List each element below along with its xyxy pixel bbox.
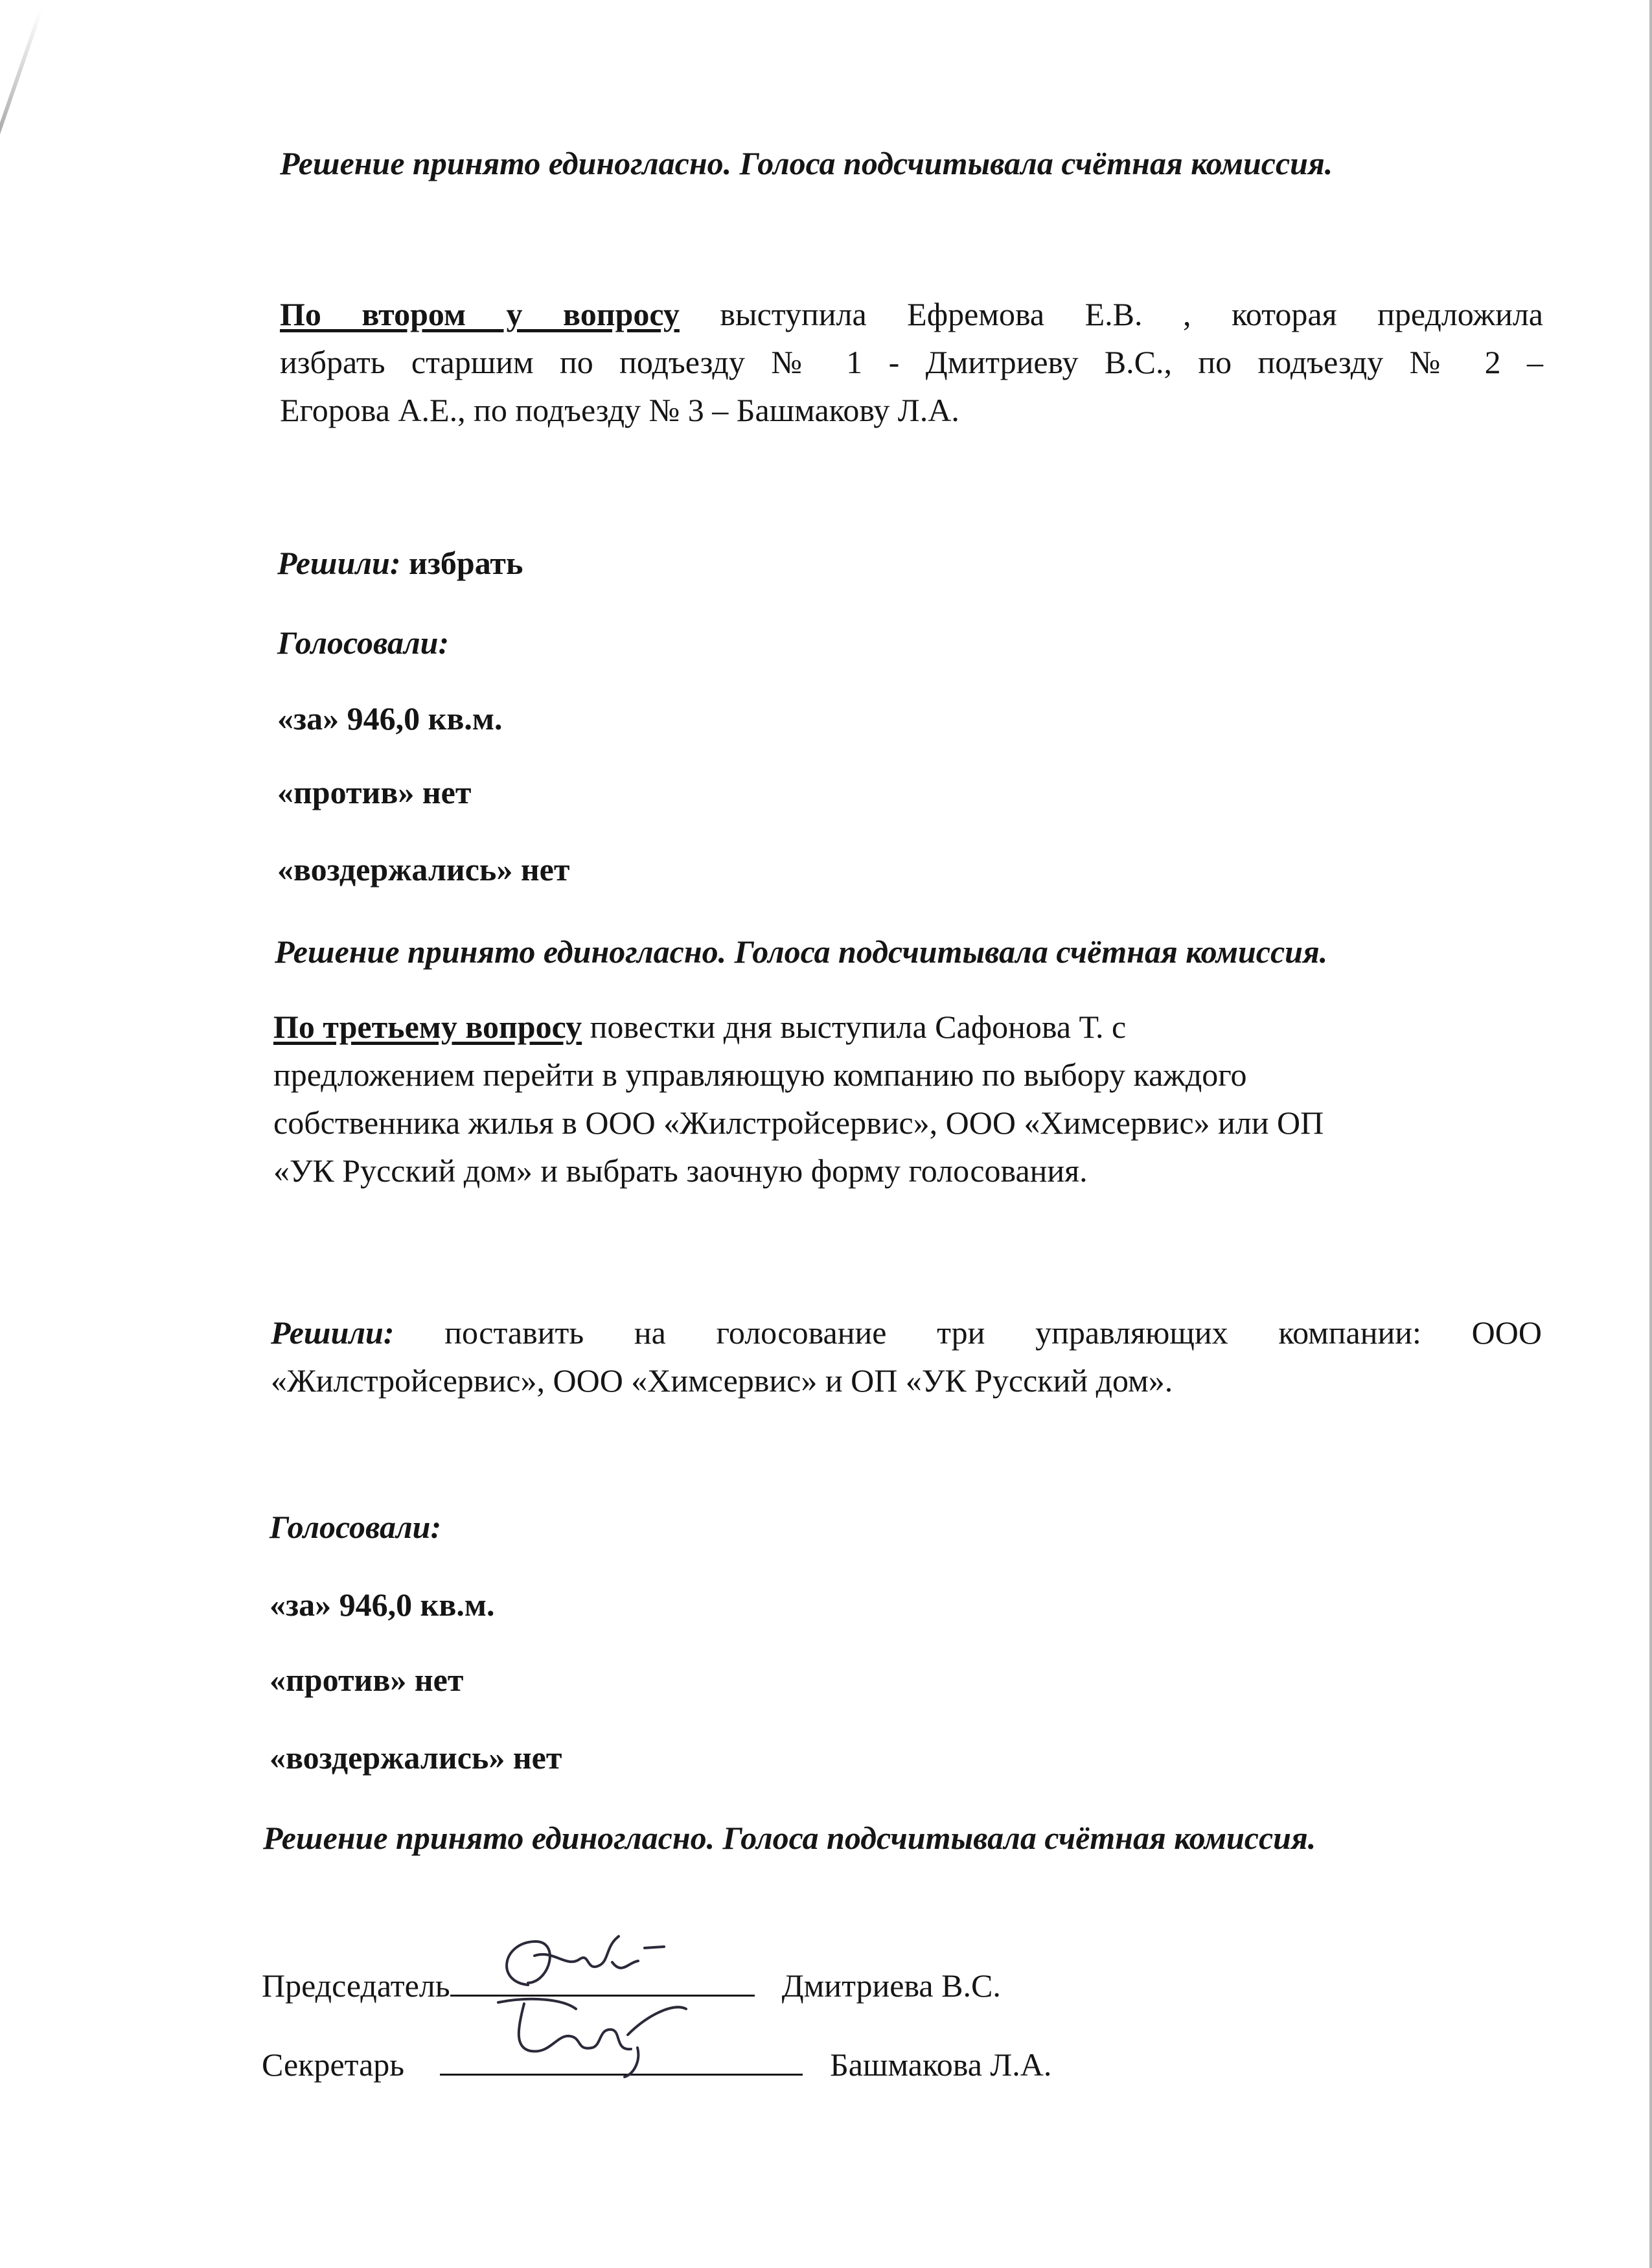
chair-name: Дмитриева В.С.	[781, 1967, 1001, 2004]
question-2-line-3: Егорова А.Е., по подъезду № 3 – Башмакову Л.А.	[280, 392, 959, 428]
voting-2-for: «за» 946,0 кв.м.	[270, 1586, 495, 1623]
signature-secretary-row	[262, 2041, 1169, 2089]
question-3-line-4: «УК Русский дом» и выбрать заочную форму голосования.	[273, 1152, 1088, 1189]
question-2-line-2: избрать старшим по подъезду № 1 - Дмитриеву В.С., по подъезду № 2 –	[280, 344, 1543, 380]
scan-edge	[1649, 0, 1652, 2268]
decision-statement-3: Решение принято единогласно. Голоса подсчитывала счётная комиссия.	[263, 1820, 1316, 1856]
question-3-line-1-rest: повестки дня выступила Сафонова Т. с	[582, 1009, 1127, 1045]
secretary-signature-line	[440, 2048, 803, 2076]
question-3-line-3: собственника жилья в ООО «Жилстройсервис», ООО «Химсервис» или ОП	[273, 1105, 1324, 1141]
voting-2-abstained: «воздержались» нет	[270, 1739, 562, 1776]
secretary-name: Башмакова Л.А.	[830, 2046, 1052, 2083]
decision-statement-1: Решение принято единогласно. Голоса подсчитывала счётная комиссия.	[280, 145, 1333, 181]
voting-2-against: «против» нет	[270, 1662, 464, 1698]
chair-role: Председатель	[262, 1967, 450, 2004]
scan-artifact-line	[0, 10, 43, 244]
question-3-line-2: предложением перейти в управляющую компанию по выбору каждого	[273, 1057, 1247, 1093]
question-2-lead: По втором у вопросу	[280, 296, 680, 332]
voting-1-abstained: «воздержались» нет	[277, 851, 570, 888]
question-3-paragraph	[273, 1003, 1543, 1195]
voting-1-for: «за» 946,0 кв.м.	[277, 700, 503, 737]
signature-chair-row	[262, 1962, 1169, 2010]
resolution-2	[271, 1309, 1542, 1404]
secretary-signature	[479, 1989, 699, 2080]
question-2-line-1-rest: выступила Ефремова Е.В. , которая предложила	[679, 296, 1543, 332]
voting-1-against: «против» нет	[277, 774, 472, 810]
decision-statement-2: Решение принято единогласно. Голоса подсчитывала счётная комиссия.	[275, 934, 1328, 970]
question-3-lead: По третьему вопросу	[273, 1009, 582, 1045]
resolution-2-line-1	[271, 1309, 1542, 1357]
resolution-1-label: Решили:	[277, 545, 401, 581]
resolution-2-label: Решили:	[271, 1314, 395, 1351]
resolution-2-line-1-rest: поставить на голосование три управляющих компании: ООО	[394, 1314, 1542, 1351]
question-2-line-1	[280, 290, 1543, 338]
resolution-2-line-2: «Жилстройсервис», ООО «Химсервис» и ОП «УК Русский дом».	[271, 1362, 1173, 1399]
resolution-1-text: избрать	[400, 545, 523, 581]
voting-2-label: Голосовали:	[270, 1509, 442, 1545]
resolution-1	[277, 539, 523, 587]
secretary-role: Секретарь	[262, 2046, 405, 2083]
question-3-line-1	[273, 1003, 1543, 1051]
question-2-paragraph	[280, 290, 1543, 434]
voting-1-label: Голосовали:	[277, 624, 450, 661]
